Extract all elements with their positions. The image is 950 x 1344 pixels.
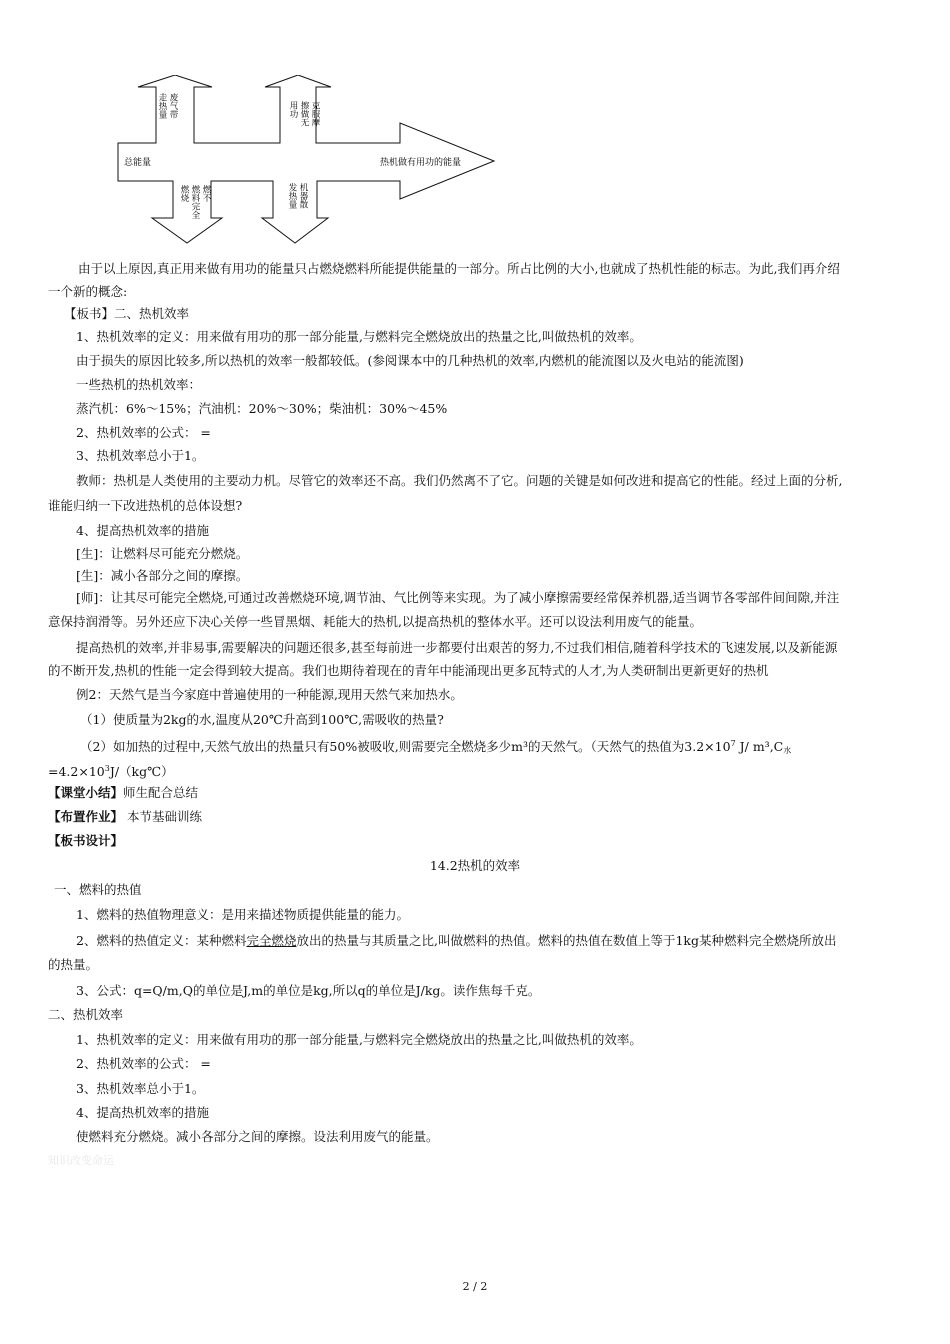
- useful-energy-label: 热机做有用功的能量: [380, 158, 462, 168]
- specific-heat-text: =4.2×10: [48, 764, 105, 779]
- section-2-item-4: 4、提高热机效率的措施: [76, 1105, 209, 1120]
- section-2-item-3: 3、热机效率总小于1。: [76, 1081, 205, 1096]
- some-efficiency-line: 一些热机的热机效率：: [76, 377, 202, 392]
- homework-text: 本节基础训练: [123, 809, 202, 824]
- section-1-item-3: 3、公式：q=Q/m,Q的单位是J,m的单位是kg,所以q的单位是J/kg。读作焦每千克。: [76, 983, 541, 998]
- up2-col-3: 克服摩: [310, 101, 320, 127]
- measures-heading: 4、提高热机效率的措施: [76, 523, 209, 538]
- up2-col-1: 用功: [288, 101, 298, 118]
- down1-col-3: 燃不: [201, 185, 211, 202]
- section-1-item-2-rest: 放出的热量与其质量之比,叫做燃料的热值。燃料的热值在数值上等于1kg某种燃料完全燃烧所放出: [296, 933, 837, 948]
- homework-label: 【布置作业】: [48, 809, 124, 824]
- question-2: [80, 735, 791, 760]
- section-1-heading: 一、燃料的热值: [54, 882, 142, 897]
- summary-line: [48, 784, 198, 802]
- section-1-item-1: 1、燃料的热值物理意义：是用来描述物质提供能量的能力。: [76, 907, 409, 922]
- section-1-item-2-start: 2、燃料的热值定义：某种燃料: [76, 933, 247, 948]
- question-2-exponent: 7: [730, 739, 736, 748]
- specific-heat-tail: J/（kg℃）: [109, 764, 174, 779]
- page-number: 2 / 2: [462, 1280, 488, 1293]
- teacher-line-a: 教师：热机是人类使用的主要动力机。尽管它的效率还不高。我们仍然离不了它。问题的关键是如何改进和提高它的性能。经过上面的分析,: [76, 473, 843, 488]
- paragraph-2b: 的不断开发,热机的性能一定会得到较大提高。我们也期待着现在的青年中能涌现出更多瓦特式的人才,为人类研制出更新更好的热机: [48, 663, 769, 678]
- question-2-text: （2）如加热的过程中,天然气放出的热量只有50%被吸收,则需要完全燃烧多少m³的天然气。（天然气的热值为3.2×10: [80, 739, 731, 754]
- teacher-line-b: 谁能归纳一下改进热机的总体设想?: [48, 498, 243, 513]
- summary-label: 【课堂小结】: [48, 785, 124, 800]
- loss-line: 由于损失的原因比较多,所以热机的效率一般都较低。(参阅课本中的几种热机的效率,内燃机的能流图以及火电站的能流图): [76, 353, 744, 368]
- up1-col-1: 走热量: [157, 93, 167, 119]
- down1-col-1: 燃烧: [179, 185, 189, 202]
- paragraph-1b: 一个新的概念:: [48, 284, 128, 299]
- board-design-label: 【板书设计】: [48, 833, 124, 848]
- student-line-1: [生]：让燃料尽可能充分燃烧。: [76, 546, 249, 561]
- total-energy-label: 总能量: [124, 158, 152, 168]
- section-1-item-2a: [76, 932, 837, 950]
- efficiency-values: 蒸汽机：6%～15%；汽油机：20%～30%；柴油机：30%～45%: [76, 401, 448, 416]
- section-2-item-2: 2、热机效率的公式： =: [76, 1056, 211, 1071]
- banshu-heading: 【板书】二、热机效率: [64, 306, 190, 321]
- up2-col-2: 擦做无: [299, 101, 309, 127]
- paragraph-2a: 提高热机的效率,并非易事,需要解决的问题还很多,甚至每前进一步都要付出艰苦的努力,不过我们相信,随着科学技术的飞速发展,以及新能源: [76, 640, 838, 655]
- question-2-subscript: 水: [783, 746, 792, 755]
- teacher-answer-b: 意保持润滑等。另外还应下决心关停一些冒黑烟、耗能大的热机,以提高热机的整体水平。还可以设法利用废气的能量。: [48, 614, 702, 629]
- watermark: 知识改变命运: [48, 1154, 114, 1167]
- section-2-heading: 二、热机效率: [48, 1007, 124, 1022]
- less-than-one-line: 3、热机效率总小于1。: [76, 448, 205, 463]
- student-line-2: [生]：减小各部分之间的摩擦。: [76, 568, 249, 583]
- down1-col-2: 燃料完全: [190, 185, 200, 219]
- question-2-tail: J/ m³,C: [735, 739, 784, 754]
- example-2: 例2：天然气是当今家庭中普遍使用的一种能源,现用天然气来加热水。: [76, 687, 463, 702]
- question-1: （1）使质量为2kg的水,温度从20℃升高到100℃,需吸收的热量?: [80, 712, 444, 727]
- section-2-item-1: 1、热机效率的定义：用来做有用功的那一部分能量,与燃料完全燃烧放出的热量之比,叫做热机的效率。: [76, 1032, 642, 1047]
- board-design-title: 14.2热机的效率: [429, 858, 521, 873]
- specific-heat-exponent: 3: [104, 764, 110, 773]
- definition-line: 1、热机效率的定义：用来做有用功的那一部分能量,与燃料完全燃烧放出的热量之比,叫做热机的效率。: [76, 329, 642, 344]
- section-1-item-2c: 的热量。: [48, 957, 99, 972]
- formula-line: 2、热机效率的公式： =: [76, 425, 211, 440]
- section-1-item-2-underlined: 完全燃烧: [246, 933, 297, 948]
- teacher-answer-a: [师]：让其尽可能完全燃烧,可通过改善燃烧环境,调节油、气比例等来实现。为了减小摩擦需要经常保养机器,适当调节各零部件间间隙,并注: [76, 590, 840, 605]
- down2-col-2: 机器散: [298, 183, 308, 209]
- paragraph-1a: 由于以上原因,真正用来做有用功的能量只占燃烧燃料所能提供能量的一部分。所占比例的大小,也就成了热机性能的标志。为此,我们再介绍: [78, 261, 840, 276]
- summary-text: 师生配合总结: [123, 785, 199, 800]
- energy-flow-diagram: [110, 75, 510, 245]
- section-2-item-5: 使燃料充分燃烧。减小各部分之间的摩擦。设法利用废气的能量。: [76, 1129, 439, 1144]
- up1-col-2: 废气带: [168, 93, 178, 119]
- specific-heat-line: [48, 760, 174, 781]
- down2-col-1: 发热量: [287, 183, 297, 209]
- homework-line: [48, 808, 202, 826]
